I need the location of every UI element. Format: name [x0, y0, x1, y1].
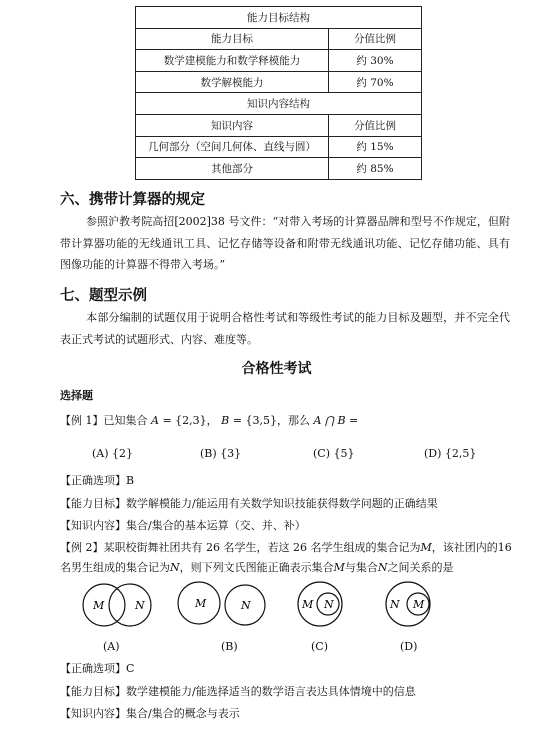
- set-symbol: N: [377, 561, 388, 574]
- venn-label-c: (C): [311, 640, 328, 653]
- set-symbol: M: [333, 561, 345, 574]
- paragraph-text: 参照沪教考院高招[2002]38 号文件：“对带入考场的计算器品牌和型号不作规定，但附带计算器功能的无线通讯工具、记忆存储等设备和附带无线通讯功能、记忆存储功能、具有图像功能的计算器不得带入考场。”: [60, 215, 510, 271]
- table-cell: 约 70%: [329, 71, 422, 93]
- exam-title: 合格性考试: [241, 361, 312, 377]
- table-row: [136, 136, 422, 158]
- table-section-title: 知识内容结构: [136, 93, 422, 115]
- question-text: ，该社团内的16: [431, 541, 512, 554]
- table-cell: 约 15%: [329, 136, 422, 158]
- table-cell: 约 85%: [329, 158, 422, 180]
- ability-line: 【能力目标】数学建模能力/能选择适当的数学语言表达具体情境中的信息: [60, 685, 416, 698]
- table-row: [136, 71, 422, 93]
- set-m-label: M: [413, 598, 425, 611]
- example-2-line-2: [60, 559, 454, 575]
- venn-diagrams: [80, 580, 440, 636]
- section-heading: 六、携带计算器的规定: [60, 192, 205, 208]
- venn-c: [298, 582, 342, 626]
- option-a: (A) {2}: [92, 447, 134, 460]
- question-text: 与集合: [344, 561, 378, 574]
- table-cell: 其他部分: [136, 158, 329, 180]
- table-header: 能力目标: [136, 28, 329, 50]
- question-text: = {2,3}，: [162, 414, 218, 427]
- set-symbol: N: [170, 561, 180, 574]
- option-b: (B) {3}: [200, 447, 242, 460]
- question-type-label: 选择题: [60, 389, 93, 402]
- answer-line: 【正确选项】C: [60, 662, 135, 675]
- question-text: 名男生组成的集合记为: [60, 561, 170, 574]
- table-header: 知识内容: [136, 114, 329, 136]
- set-symbol: M: [420, 541, 432, 554]
- table-section-title: 能力目标结构: [136, 7, 422, 29]
- table-cell: 约 30%: [329, 50, 422, 72]
- venn-label-d: (D): [400, 640, 418, 653]
- set-n-label: N: [390, 598, 400, 611]
- venn-label-b: (B): [221, 640, 238, 653]
- question-text: 【例 2】某职校街舞社团共有 26 名学生，若这 26 名学生组成的集合记为: [60, 541, 421, 554]
- set-n-label: N: [241, 599, 251, 612]
- question-text: ，则下列文氏图能正确表示集合: [179, 561, 334, 574]
- set-expression: A ⋂ B: [313, 414, 346, 427]
- venn-a: [83, 584, 151, 626]
- example-2-line-1: [60, 539, 512, 555]
- set-symbol: A: [151, 414, 159, 427]
- table-header: 分值比例: [329, 114, 422, 136]
- set-m-label: M: [93, 599, 105, 612]
- section-heading: 七、题型示例: [60, 288, 147, 304]
- ability-structure-table: [135, 6, 422, 180]
- venn-d: [386, 582, 430, 626]
- knowledge-line: 【知识内容】集合/集合的概念与表示: [60, 707, 240, 720]
- knowledge-line: 【知识内容】集合/集合的基本运算（交、并、补）: [60, 519, 306, 532]
- question-text: 【例 1】已知集合: [60, 414, 148, 427]
- question-text: = {3,5}，那么: [232, 414, 310, 427]
- section-paragraph: [60, 211, 510, 276]
- table-header: 分值比例: [329, 28, 422, 50]
- venn-label-a: (A): [103, 640, 120, 653]
- set-n-label: N: [135, 599, 145, 612]
- question-text: 之间关系的是: [387, 561, 454, 574]
- set-n-label: N: [324, 598, 334, 611]
- example-1-question: [60, 412, 358, 428]
- question-text: =: [349, 414, 359, 427]
- option-c: (C) {5}: [313, 447, 355, 460]
- set-symbol: B: [221, 414, 230, 427]
- table-row: [136, 158, 422, 180]
- table-cell: 数学解模能力: [136, 71, 329, 93]
- set-m-label: M: [195, 597, 207, 610]
- table-cell: 几何部分（空间几何体、直线与圆）: [136, 136, 329, 158]
- table-cell: 数学建模能力和数学释模能力: [136, 50, 329, 72]
- table-row: [136, 50, 422, 72]
- ability-line: 【能力目标】数学解模能力/能运用有关数学知识技能获得数学问题的正确结果: [60, 497, 438, 510]
- answer-line: 【正确选项】B: [60, 474, 135, 487]
- paragraph-text: 本部分编制的试题仅用于说明合格性考试和等级性考试的能力目标及题型，并不完全代表正式考试的试题形式、内容、难度等。: [60, 311, 510, 346]
- option-d: (D) {2,5}: [424, 447, 477, 460]
- set-m-label: M: [302, 598, 314, 611]
- section-paragraph: [60, 307, 510, 350]
- venn-b: [178, 582, 265, 625]
